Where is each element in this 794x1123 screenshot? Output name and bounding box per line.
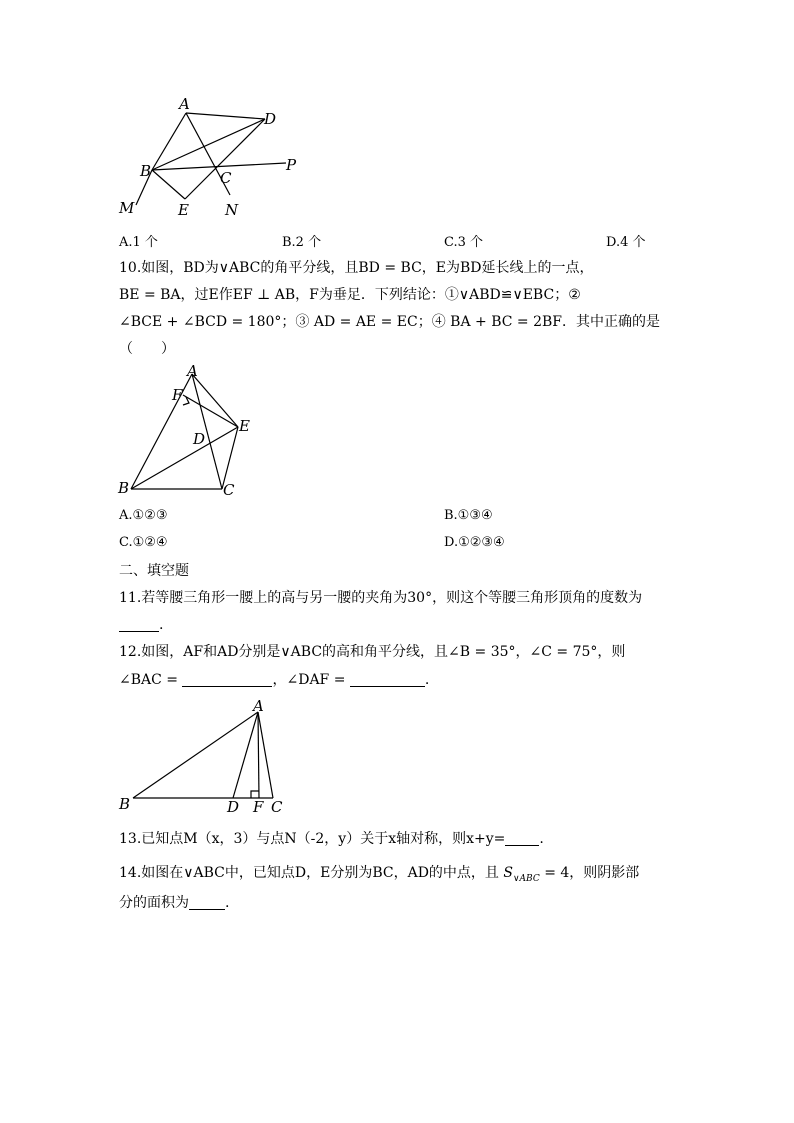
q14-area-eq: = 4 <box>544 865 570 881</box>
fig10-label-E: E <box>239 417 250 435</box>
fig12-label-B: B <box>119 795 131 813</box>
q13-line <box>119 830 544 848</box>
fig12-label-F: F <box>253 798 264 816</box>
fig9-label-N: N <box>225 201 239 219</box>
q10-option-d: D.①②③④ <box>444 535 505 550</box>
q13-text: 13.已知点M（x，3）与点N（-2，y）关于x轴对称，则x+y= <box>119 831 506 847</box>
q11-line2 <box>119 616 163 634</box>
q12-line2 <box>119 671 429 689</box>
fig9-label-A: A <box>179 95 190 113</box>
q12-angle-bac-blank[interactable] <box>182 672 272 687</box>
q10-line3: ∠BCE + ∠BCD = 180°；③ AD = AE = EC；④ BA + BC = 2BF．其中正确的是 <box>119 314 660 330</box>
q10-option-b: B.①③④ <box>444 508 493 523</box>
q14-line2-a: 分的面积为 <box>119 895 189 911</box>
q10-line1: 10.如图，BD为∨ABC的角平分线，且BD = BC，E为BD延长线上的一点， <box>119 260 594 276</box>
q13-end: . <box>539 831 544 847</box>
q12-line2-end: . <box>424 672 430 688</box>
fig9-label-C: C <box>220 169 232 187</box>
q12-line2-b: ，∠DAF = <box>272 672 346 688</box>
fig10-label-B: B <box>118 479 130 497</box>
fig12-label-A: A <box>253 697 264 715</box>
q13-answer-blank[interactable] <box>505 831 539 846</box>
fig9-label-P: P <box>286 156 297 174</box>
fig9-label-M: M <box>119 199 135 217</box>
q10-option-c: C.①②④ <box>119 535 168 550</box>
fig10-label-F: F <box>172 386 183 404</box>
fig12-label-C: C <box>271 798 283 816</box>
q14-line2-end: . <box>225 895 230 911</box>
q14-line2 <box>119 894 229 912</box>
fig12-label-D: D <box>227 798 240 816</box>
q11-line1: 11.若等腰三角形一腰上的高与另一腰的夹角为30°，则这个等腰三角形顶角的度数为 <box>119 590 643 606</box>
fig9-label-B: B <box>140 162 152 180</box>
figure-q12 <box>112 696 292 816</box>
fig9-label-D: D <box>264 110 277 128</box>
q12-line1: 12.如图，AF和AD分别是∨ABC的高和角平分线，且∠B = 35°，∠C = 75°，则 <box>119 644 626 660</box>
q14-area-sub: ∨ABC <box>512 873 540 884</box>
q10-line2: BE = BA，过E作EF ⊥ AB，F为垂足．下列结论：①∨ABD≌∨EBC；② <box>119 287 581 303</box>
q9-option-c: C.3 个 <box>444 235 484 250</box>
q14-area-symbol <box>503 865 540 884</box>
figure-q10 <box>112 362 262 500</box>
q11-answer-blank[interactable] <box>119 617 159 632</box>
fig10-label-D: D <box>193 430 206 448</box>
q9-option-a: A.1 个 <box>119 235 158 250</box>
q14-line1-b: ，则阴影部 <box>569 865 640 881</box>
q12-angle-daf-blank[interactable] <box>350 672 425 687</box>
q14-line1-a: 14.如图在∨ABC中，已知点D，E分别为BC，AD的中点，且 <box>119 865 499 881</box>
fig9-label-E: E <box>178 201 189 219</box>
q14-area-s: S <box>503 865 513 881</box>
q9-option-b: B.2 个 <box>282 235 322 250</box>
q14-line1 <box>119 864 639 888</box>
q10-line4: （ ） <box>119 341 175 357</box>
q14-answer-blank[interactable] <box>189 895 225 910</box>
q11-line2-end: . <box>159 617 164 633</box>
section-title: 二、填空题 <box>119 563 189 579</box>
q12-line2-a: ∠BAC = <box>119 672 179 688</box>
q10-option-a: A.①②③ <box>119 508 168 523</box>
fig10-label-C: C <box>223 481 235 499</box>
fig10-label-A: A <box>187 362 198 380</box>
q9-option-d: D.4 个 <box>606 235 646 250</box>
figure-q9 <box>110 92 320 222</box>
